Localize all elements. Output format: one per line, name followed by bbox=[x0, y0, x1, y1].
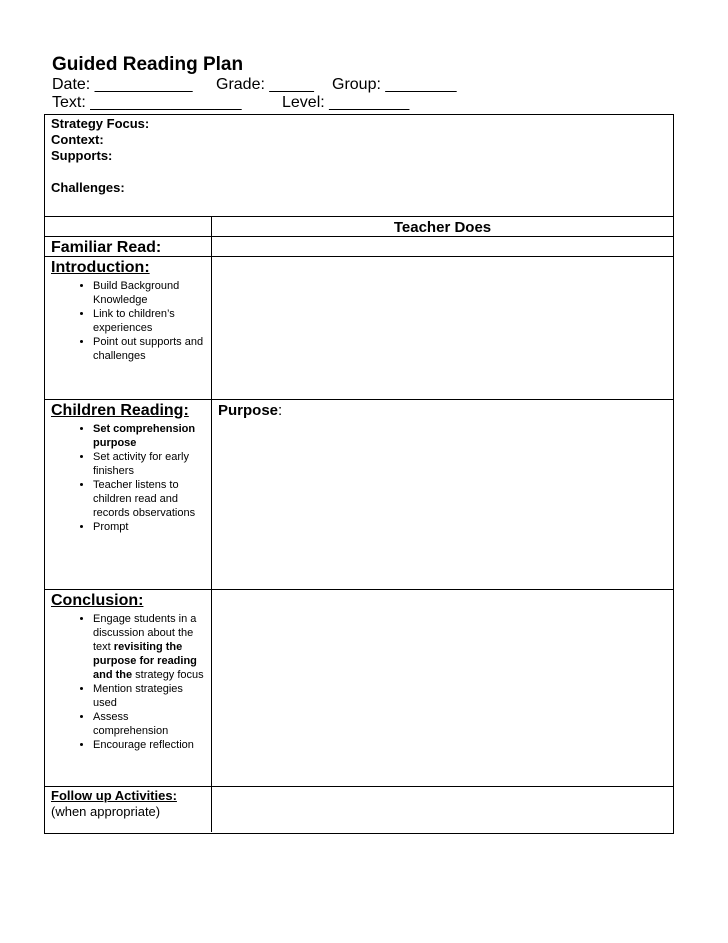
familiar-read-title: Familiar Read: bbox=[51, 239, 162, 256]
list-item bbox=[93, 612, 205, 682]
conclusion-title: Conclusion: bbox=[51, 592, 144, 609]
follow-up-subtitle: (when appropriate) bbox=[51, 804, 161, 819]
follow-up-cell bbox=[45, 787, 212, 832]
list-item: • Encourage reflection bbox=[93, 738, 205, 752]
children-reading-cell bbox=[45, 400, 212, 589]
conclusion-item-text-a: Engage students in a discussion about the text bbox=[93, 613, 197, 653]
column-header-row bbox=[45, 217, 673, 237]
follow-up-row bbox=[45, 787, 673, 832]
list-item: • Point out supports and challenges bbox=[93, 335, 205, 363]
introduction-cell bbox=[45, 257, 212, 399]
conclusion-item-text-c: strategy focus bbox=[132, 669, 204, 681]
list-item: • Teacher listens to children read and records observations bbox=[93, 478, 205, 520]
page-title: Guided Reading Plan bbox=[52, 54, 244, 75]
grade-field: Grade: _____ bbox=[216, 76, 314, 93]
conclusion-cell bbox=[45, 590, 212, 786]
familiar-read-row bbox=[45, 237, 673, 257]
teacher-does-header: Teacher Does bbox=[393, 219, 492, 236]
purpose-colon: : bbox=[278, 402, 283, 419]
list-item: • Set comprehension purpose bbox=[93, 422, 205, 450]
conclusion-list bbox=[51, 612, 205, 752]
conclusion-notes bbox=[212, 590, 673, 786]
challenges-label: Challenges: bbox=[51, 180, 125, 195]
strategy-section bbox=[45, 115, 673, 217]
list-item: • Assess comprehension bbox=[93, 710, 205, 738]
text-field: Text: _________________ bbox=[52, 94, 242, 111]
purpose-label: Purpose bbox=[218, 402, 279, 419]
introduction-row bbox=[45, 257, 673, 400]
strategy-focus-label: Strategy Focus: bbox=[51, 116, 150, 131]
follow-up-notes bbox=[212, 787, 673, 832]
supports-label: Supports: bbox=[51, 148, 113, 163]
plan-form bbox=[44, 114, 674, 834]
plan-header bbox=[52, 54, 457, 112]
list-item: • Build Background Knowledge bbox=[93, 279, 205, 307]
conclusion-item-text-b: revisiting the purpose for reading and the bbox=[93, 641, 197, 681]
children-reading-list bbox=[51, 422, 205, 534]
level-field: Level: _________ bbox=[282, 94, 410, 111]
header-line-1 bbox=[52, 76, 457, 94]
familiar-read-notes bbox=[212, 237, 673, 256]
conclusion-row bbox=[45, 590, 673, 787]
column-header-left bbox=[45, 217, 212, 236]
purpose-cell bbox=[212, 400, 673, 589]
introduction-notes bbox=[212, 257, 673, 399]
context-label: Context: bbox=[51, 132, 104, 147]
introduction-title: Introduction: bbox=[51, 259, 150, 276]
list-item: • Mention strategies used bbox=[93, 682, 205, 710]
introduction-list bbox=[51, 279, 205, 363]
children-reading-row bbox=[45, 400, 673, 590]
date-field: Date: ___________ bbox=[52, 76, 193, 93]
familiar-read-cell bbox=[45, 237, 212, 256]
follow-up-title: Follow up Activities: bbox=[51, 788, 177, 803]
children-reading-title: Children Reading: bbox=[51, 402, 189, 419]
list-item: • Link to children’s experiences bbox=[93, 307, 205, 335]
list-item: • Prompt bbox=[93, 520, 205, 534]
header-line-2 bbox=[52, 94, 457, 112]
group-field: Group: ________ bbox=[332, 76, 457, 93]
list-item: • Set activity for early finishers bbox=[93, 450, 205, 478]
